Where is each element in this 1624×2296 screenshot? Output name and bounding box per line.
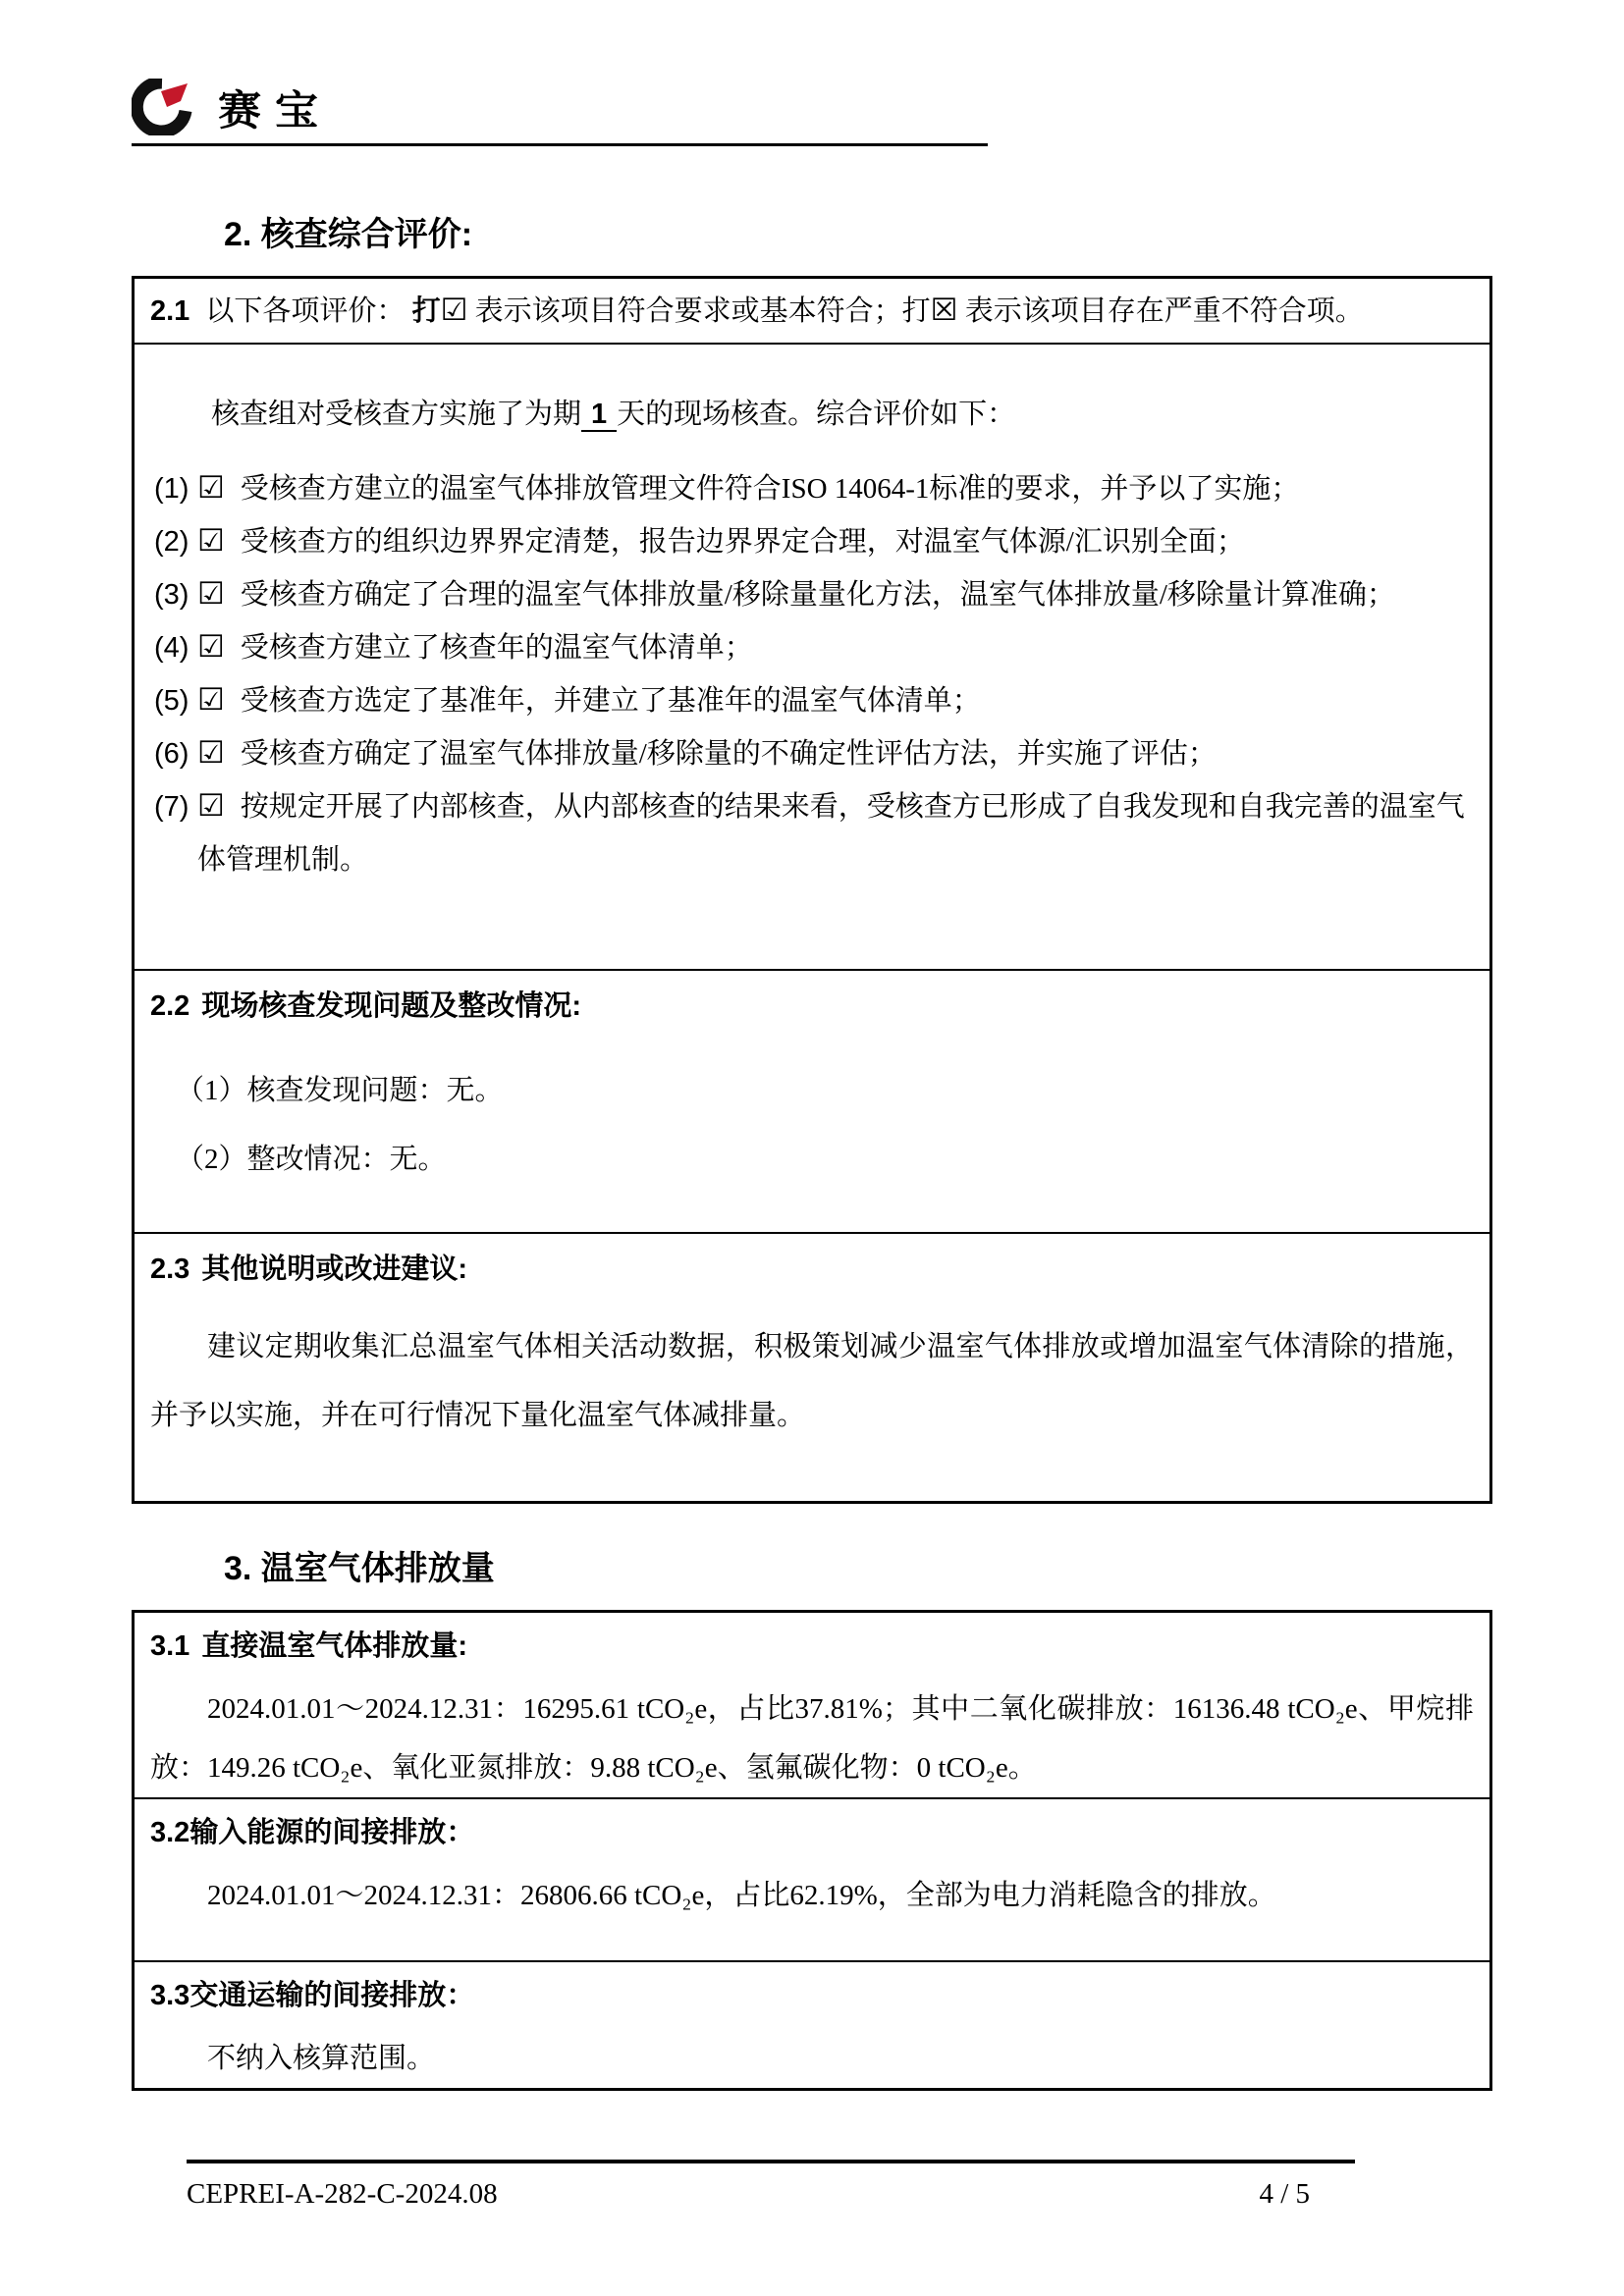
checklist-item xyxy=(154,727,1470,780)
row-3-1-title-text: 直接温室气体排放量: xyxy=(201,1630,467,1662)
row-2-3 xyxy=(135,1234,1489,1501)
checked-checkbox-icon: ☑ xyxy=(197,576,225,612)
row-2-3-title xyxy=(150,1250,1474,1289)
page-footer xyxy=(187,2160,1355,2213)
row-2-2-title xyxy=(150,987,1474,1026)
item-body xyxy=(197,621,1470,674)
checklist-item xyxy=(154,621,1470,674)
item-number: (1) xyxy=(154,473,189,505)
row-2-3-title-text: 其他说明或改进建议: xyxy=(201,1254,467,1285)
checklist-item xyxy=(154,568,1470,621)
section-3-heading: 3. 温室气体排放量 xyxy=(224,1550,495,1587)
checked-checkbox-icon: ☑ xyxy=(197,788,225,824)
checked-checkbox-icon: ☑ xyxy=(197,629,225,665)
row-3-3-number: 3.3 xyxy=(150,1980,190,2011)
onsite-days-value: 1 xyxy=(581,399,617,432)
item-text: 受核查方确定了合理的温室气体排放量/移除量量化方法，温室气体排放量/移除量计算准确； xyxy=(240,579,1395,611)
energy-indirect-paragraph: 2024.01.01～2024.12.31：26806.66 tCO₂e，占比62.19%，全部为电力消耗隐含的排放。 xyxy=(207,1880,1276,1911)
row-2-1 xyxy=(135,279,1489,345)
item-text: 受核查方选定了基准年，并建立了基准年的温室气体清单； xyxy=(240,685,981,717)
row-2-2-title-text: 现场核查发现问题及整改情况: xyxy=(201,990,581,1022)
row-2-1-statement xyxy=(150,294,1474,329)
item-number: (4) xyxy=(154,632,189,664)
row-3-2-title-text: 输入能源的间接排放： xyxy=(189,1817,475,1848)
item-body xyxy=(197,568,1470,621)
checklist-intro-post: 天的现场核查。综合评价如下： xyxy=(617,399,1016,430)
item-number: (3) xyxy=(154,579,189,611)
row-2-1-da: 打 xyxy=(411,295,441,327)
item-body xyxy=(197,462,1470,515)
item-body xyxy=(197,780,1470,886)
header-rule xyxy=(132,143,988,146)
checked-checkbox-icon: ☑ xyxy=(197,470,225,506)
item-number: (6) xyxy=(154,738,189,770)
checklist-intro-pre: 核查组对受核查方实施了为期 xyxy=(211,399,582,430)
checked-checkbox-icon: ☑ xyxy=(197,735,225,771)
row-2-2-number: 2.2 xyxy=(150,990,190,1022)
emissions-box xyxy=(132,1610,1492,2091)
checklist-item xyxy=(154,515,1470,568)
checklist-item xyxy=(154,462,1470,515)
logo-text: 赛宝 xyxy=(218,88,332,134)
row-2-1-text-2: 表示该项目符合要求或基本符合；打 xyxy=(467,295,931,327)
row-3-3-title-text: 交通运输的间接排放： xyxy=(189,1980,475,2011)
item-body xyxy=(197,727,1470,780)
finding-item: （1）核查发现问题：无。 xyxy=(176,1075,504,1106)
page-indicator: 4 / 5 xyxy=(1259,2178,1310,2210)
evaluation-box xyxy=(132,276,1492,1504)
row-3-1-title xyxy=(150,1627,1474,1666)
item-number: (5) xyxy=(154,685,189,717)
header-logo xyxy=(132,79,1624,135)
footer-line xyxy=(187,2175,1355,2213)
row-checklist xyxy=(135,345,1489,971)
cepri-logo-icon xyxy=(132,79,192,135)
transport-indirect-paragraph: 不纳入核算范围。 xyxy=(207,2043,436,2074)
crossed-checkbox-icon: ☒ xyxy=(930,293,958,328)
item-text: 受核查方的组织边界界定清楚，报告边界界定合理，对温室气体源/汇识别全面； xyxy=(240,526,1245,558)
row-2-1-text-1: 以下各项评价： xyxy=(205,295,412,327)
checked-checkbox-icon: ☑ xyxy=(440,293,468,328)
row-2-2 xyxy=(135,971,1489,1234)
row-2-3-number: 2.3 xyxy=(150,1254,190,1285)
item-number: (7) xyxy=(154,791,189,823)
item-number: (2) xyxy=(154,526,189,558)
checked-checkbox-icon: ☑ xyxy=(197,523,225,559)
row-3-2-title xyxy=(150,1813,1474,1852)
row-2-1-number: 2.1 xyxy=(150,295,190,327)
section-2-heading: 2. 核查综合评价: xyxy=(224,216,473,253)
item-text: 按规定开展了内部核查，从内部核查的结果来看，受核查方已形成了自我发现和自我完善的温室气体管理机制。 xyxy=(197,791,1465,876)
item-text: 受核查方确定了温室气体排放量/移除量的不确定性评估方法，并实施了评估； xyxy=(240,738,1217,770)
item-body xyxy=(197,674,1470,727)
suggestion-paragraph: 建议定期收集汇总温室气体相关活动数据，积极策划减少温室气体排放或增加温室气体清除的措施，并予以实施，并在可行情况下量化温室气体减排量。 xyxy=(150,1331,1474,1431)
row-3-3 xyxy=(135,1962,1489,2088)
document-code: CEPREI-A-282-C-2024.08 xyxy=(187,2178,498,2210)
footer-rule xyxy=(187,2160,1355,2163)
finding-item: （2）整改情况：无。 xyxy=(176,1144,447,1175)
item-text: 受核查方建立了核查年的温室气体清单； xyxy=(240,632,753,664)
row-2-1-text-3: 表示该项目存在严重不符合项。 xyxy=(957,295,1364,327)
row-3-3-title xyxy=(150,1976,1474,2015)
item-text: 受核查方建立的温室气体排放管理文件符合ISO 14064-1标准的要求，并予以了实施； xyxy=(240,473,1300,505)
checklist-intro xyxy=(154,388,1470,441)
checklist-item xyxy=(154,780,1470,886)
item-body xyxy=(197,515,1470,568)
row-3-1 xyxy=(135,1613,1489,1799)
row-3-1-number: 3.1 xyxy=(150,1630,190,1662)
checked-checkbox-icon: ☑ xyxy=(197,682,225,718)
direct-emissions-paragraph: 2024.01.01～2024.12.31：16295.61 tCO₂e，占比37.81%；其中二氧化碳排放：16136.48 tCO₂e、甲烷排放：149.26 tCO₂e、氧化亚氮排放：9.88 tCO₂e、氢氟碳化物：0 tCO₂e。 xyxy=(150,1693,1474,1784)
row-3-2-number: 3.2 xyxy=(150,1817,190,1848)
row-3-2 xyxy=(135,1799,1489,1962)
checklist-item xyxy=(154,674,1470,727)
